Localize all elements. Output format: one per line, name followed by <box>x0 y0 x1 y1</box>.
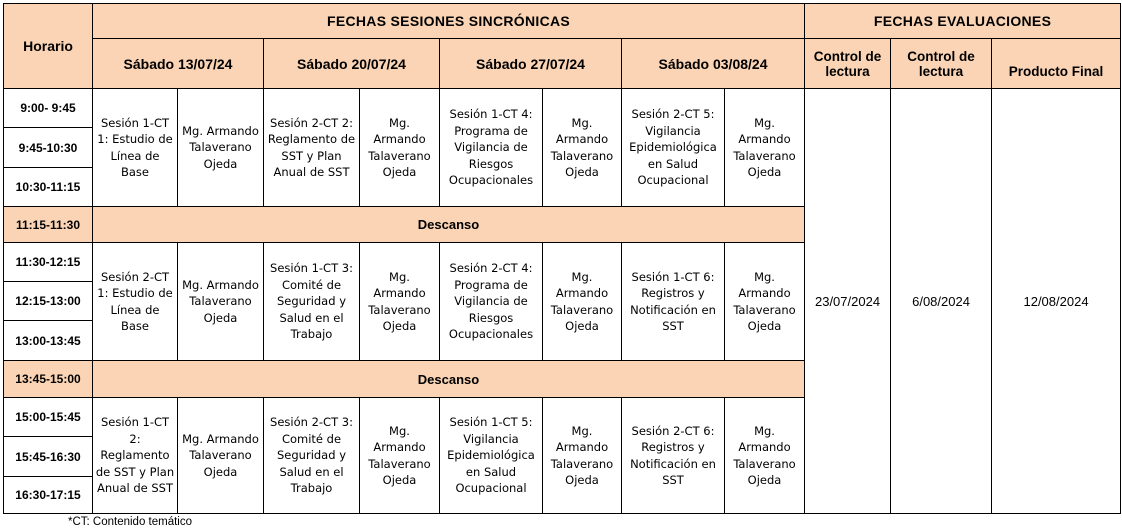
eval-date-3: 12/08/2024 <box>992 89 1121 514</box>
time-slot: 16:30-17:15 <box>4 477 93 514</box>
session-cell: Sesión 2-CT 1: Estudio de Línea de Base <box>93 243 178 361</box>
session-cell: Sesión 2-CT 5: Vigilancia Epidemiológica en Salud Ocupacional <box>622 89 725 207</box>
session-cell: Sesión 1-CT 1: Estudio de Línea de Base <box>93 89 178 207</box>
teacher-cell: Mg. Armando Talaverano Ojeda <box>178 398 264 514</box>
teacher-cell: Mg. Armando Talaverano Ojeda <box>178 89 264 207</box>
teacher-cell: Mg. Armando Talaverano Ojeda <box>725 398 805 514</box>
session-cell: Sesión 1-CT 3: Comité de Seguridad y Salud en el Trabajo <box>264 243 360 361</box>
time-slot: 9:45-10:30 <box>4 128 93 168</box>
session-cell: Sesión 1-CT 5: Vigilancia Epidemiológica en Salud Ocupacional <box>440 398 543 514</box>
break-row: Descanso <box>93 361 805 398</box>
teacher-cell: Mg. Armando Talaverano Ojeda <box>178 243 264 361</box>
session-cell: Sesión 2-CT 4: Programa de Vigilancia de Riesgos Ocupacionales <box>440 243 543 361</box>
eval-date-1: 23/07/2024 <box>805 89 891 514</box>
session-cell: Sesión 2-CT 2: Reglamento de SST y Plan Anual de SST <box>264 89 360 207</box>
time-slot: 12:15-13:00 <box>4 282 93 321</box>
time-slot: 10:30-11:15 <box>4 168 93 207</box>
teacher-cell: Mg. Armando Talaverano Ojeda <box>543 243 622 361</box>
horario-header: Horario <box>4 4 93 89</box>
session-cell: Sesión 1-CT 4: Programa de Vigilancia de Riesgos Ocupacionales <box>440 89 543 207</box>
teacher-cell: Mg. Armando Talaverano Ojeda <box>360 398 440 514</box>
evaluations-dates-header: FECHAS EVALUACIONES <box>805 4 1121 39</box>
footnote: *CT: Contenido temático <box>68 516 193 528</box>
teacher-cell: Mg. Armando Talaverano Ojeda <box>543 89 622 207</box>
schedule-table <box>3 3 1121 514</box>
eval-header-2: Control de lectura <box>891 39 992 89</box>
date-header-1: Sábado 13/07/24 <box>93 39 264 89</box>
time-slot: 15:00-15:45 <box>4 398 93 437</box>
break-row: Descanso <box>93 207 805 243</box>
sessions-dates-header: FECHAS SESIONES SINCRÓNICAS <box>93 4 805 39</box>
teacher-cell: Mg. Armando Talaverano Ojeda <box>360 89 440 207</box>
time-slot: 13:00-13:45 <box>4 321 93 361</box>
teacher-cell: Mg. Armando Talaverano Ojeda <box>725 243 805 361</box>
date-header-3: Sábado 27/07/24 <box>440 39 622 89</box>
time-slot: 9:00- 9:45 <box>4 89 93 128</box>
eval-header-1: Control de lectura <box>805 39 891 89</box>
time-slot: 15:45-16:30 <box>4 437 93 477</box>
eval-header-3: Producto Final <box>992 39 1121 89</box>
teacher-cell: Mg. Armando Talaverano Ojeda <box>543 398 622 514</box>
session-cell: Sesión 2-CT 6: Registros y Notificación en SST <box>622 398 725 514</box>
session-cell: Sesión 1-CT 6: Registros y Notificación en SST <box>622 243 725 361</box>
eval-date-2: 6/08/2024 <box>891 89 992 514</box>
time-slot: 13:45-15:00 <box>4 361 93 398</box>
date-header-2: Sábado 20/07/24 <box>264 39 440 89</box>
teacher-cell: Mg. Armando Talaverano Ojeda <box>725 89 805 207</box>
teacher-cell: Mg. Armando Talaverano Ojeda <box>360 243 440 361</box>
date-header-4: Sábado 03/08/24 <box>622 39 805 89</box>
time-slot: 11:15-11:30 <box>4 207 93 243</box>
time-slot: 11:30-12:15 <box>4 243 93 282</box>
session-cell: Sesión 1-CT 2: Reglamento de SST y Plan Anual de SST <box>93 398 178 514</box>
session-cell: Sesión 2-CT 3: Comité de Seguridad y Salud en el Trabajo <box>264 398 360 514</box>
